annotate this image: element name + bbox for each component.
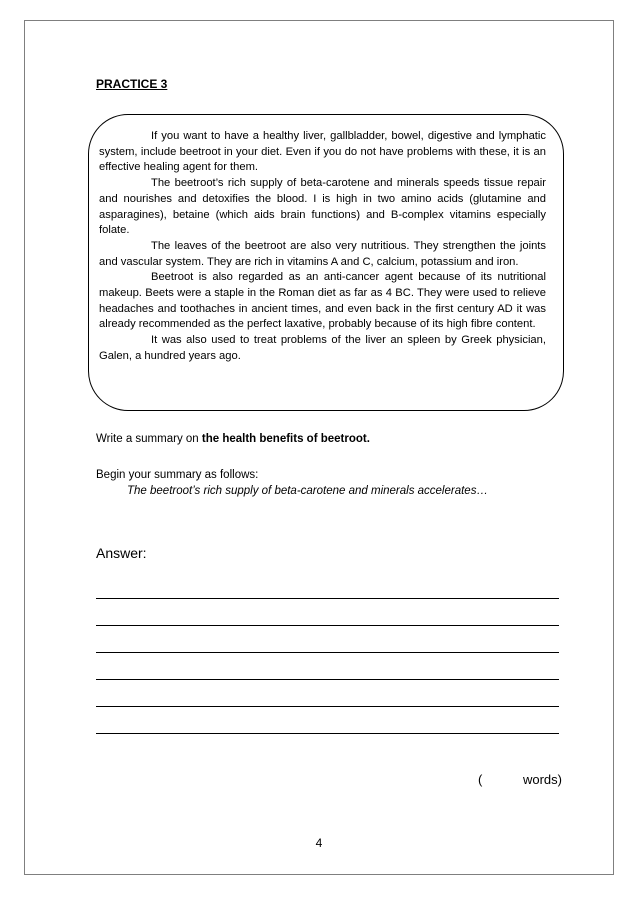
passage-box [88,114,564,411]
passage-paragraph-2: The beetroot’s rich supply of beta-carotene and minerals speeds tissue repair and nourishes and detoxifies the blood. I is high in two amino acids (glutamine and asparagines), betaine (which aids brain functions) and B-complex vitamins especially folate. [99,177,546,237]
practice-heading: PRACTICE 3 [96,77,168,91]
word-count-label: words) [522,772,562,787]
page-number: 4 [315,836,323,850]
passage-paragraph-1: If you want to have a healthy liver, gallbladder, bowel, digestive and lymphatic system, include beetroot in your diet. Even if you do not have problems with these, it is an effective healing agent for them. [99,130,546,174]
passage-paragraph-5: It was also used to treat problems of the liver an spleen by Greek physician, Galen, a hundred years ago. [99,334,546,362]
summary-starter: The beetroot’s rich supply of beta-carotene and minerals accelerates… [127,485,488,497]
answer-line-5[interactable] [96,706,559,707]
instruction-prefix: Write a summary on [96,433,202,445]
summary-instruction [96,433,370,445]
passage-paragraph-3: The leaves of the beetroot are also very nutritious. They strengthen the joints and vascular system. They are rich in vitamins A and C, calcium, potassium and iron. [99,239,546,268]
answer-line-4[interactable] [96,679,559,680]
answer-label: Answer: [96,545,147,561]
answer-line-2[interactable] [96,625,559,626]
passage-paragraph-4: Beetroot is also regarded as an anti-cancer agent because of its nutritional makeup. Beets were a staple in the Roman diet as far as 4 BC. They were used to relieve headaches and toothaches in ancient times, and even back in the first century AD it was already recommended as the perfect laxative, probably because of its high fibre content. [99,271,546,331]
instruction-topic: the health benefits of beetroot. [201,433,370,445]
begin-label: Begin your summary as follows: [96,469,259,481]
answer-line-6[interactable] [96,733,559,734]
word-count-open: ( [478,772,483,787]
answer-line-3[interactable] [96,652,559,653]
answer-line-1[interactable] [96,598,559,599]
